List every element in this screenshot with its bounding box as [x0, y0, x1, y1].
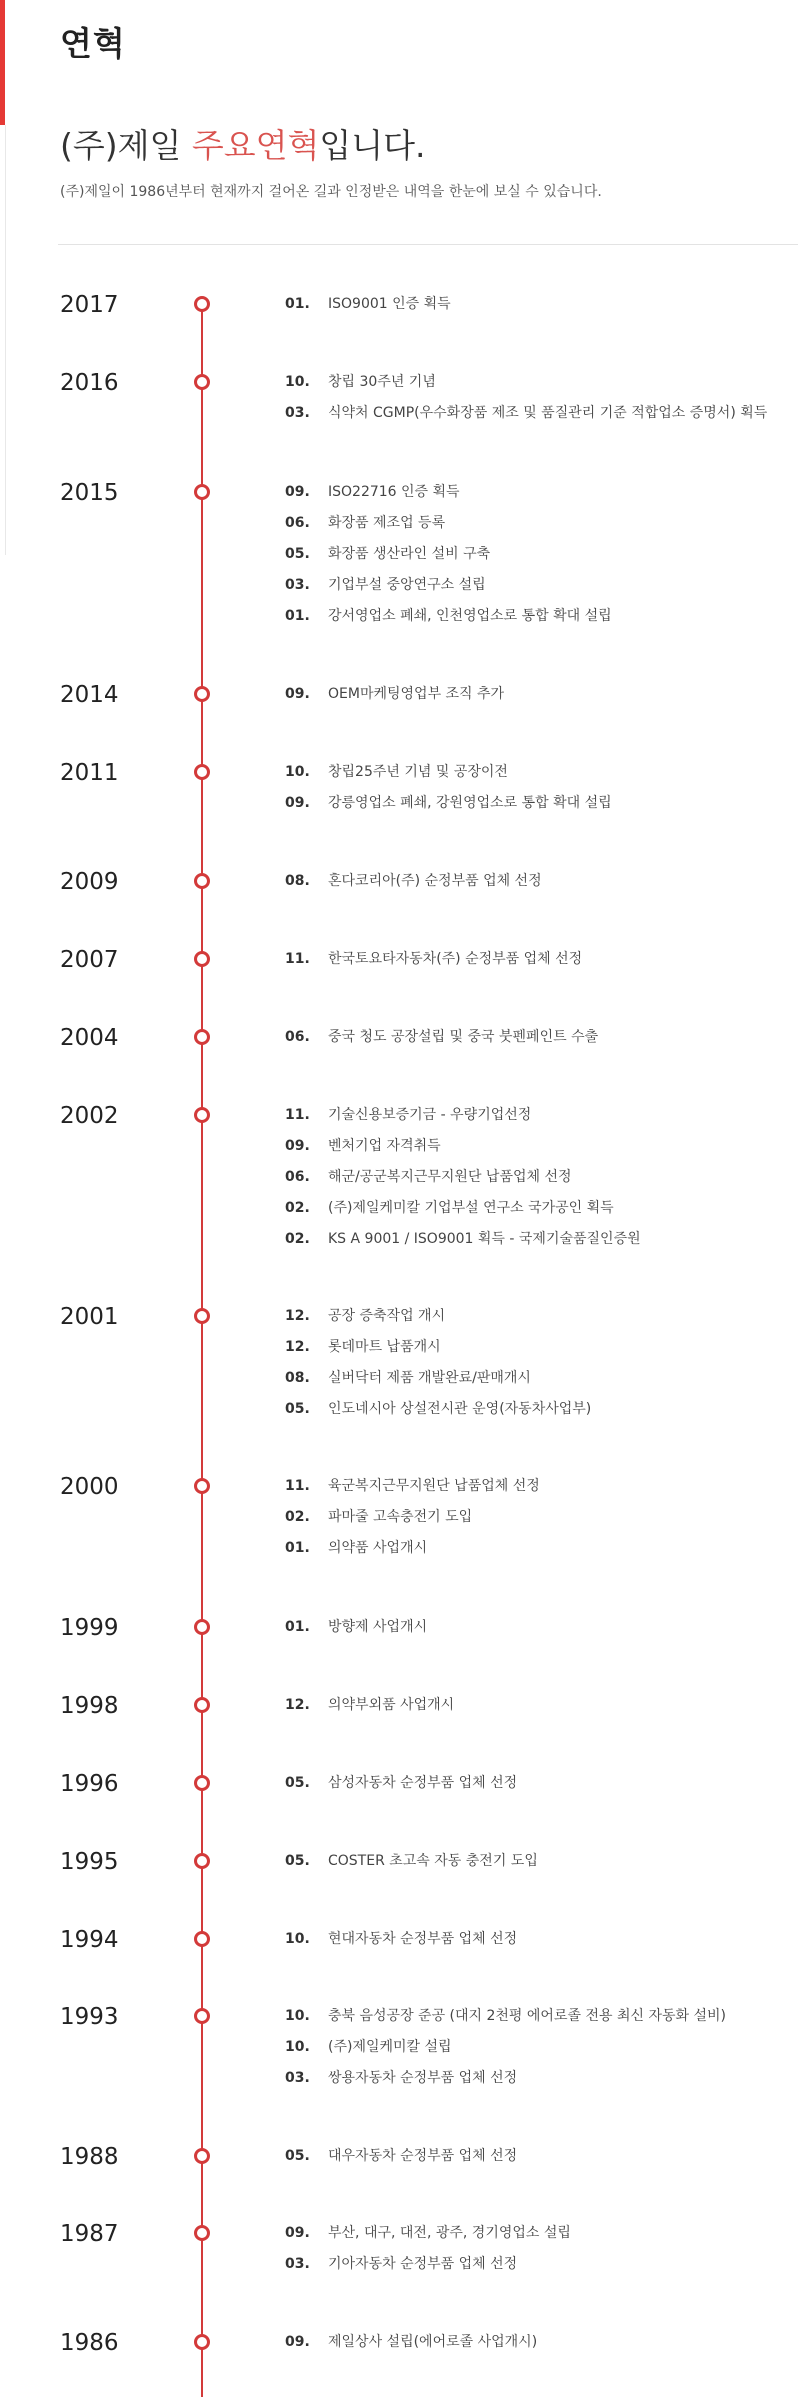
- event-text: KS A 9001 / ISO9001 획득 - 국제기술품질인증원: [328, 1231, 641, 1247]
- event-month: 10.: [285, 1931, 310, 1947]
- event-text: 기아자동차 순정부품 업체 선정: [328, 2256, 518, 2272]
- timeline-year: 2015: [60, 480, 119, 506]
- event-month: 10.: [285, 2008, 310, 2024]
- event-text: 부산, 대구, 대전, 광주, 경기영업소 설립: [328, 2225, 571, 2241]
- event-text: 화장품 생산라인 설비 구축: [328, 546, 491, 562]
- event-month: 02.: [285, 1200, 310, 1216]
- timeline-year: 2017: [60, 292, 119, 318]
- event-text: 대우자동차 순정부품 업체 선정: [328, 2148, 518, 2164]
- event-month: 06.: [285, 515, 310, 531]
- event-text: 혼다코리아(주) 순정부품 업체 선정: [328, 873, 542, 889]
- timeline-year: 1995: [60, 1849, 119, 1875]
- timeline-dot-icon: [194, 484, 210, 500]
- event-text: 화장품 제조업 등록: [328, 515, 446, 531]
- timeline-year: 2002: [60, 1103, 119, 1129]
- event-text: 삼성자동차 순정부품 업체 선정: [328, 1775, 518, 1791]
- event-month: 10.: [285, 374, 310, 390]
- timeline-dot-icon: [194, 764, 210, 780]
- timeline-dot-icon: [194, 873, 210, 889]
- event-list: [285, 2222, 571, 2284]
- event-item: [285, 1026, 598, 1057]
- timeline-dot-icon: [194, 1029, 210, 1045]
- timeline-year: 2011: [60, 760, 119, 786]
- timeline-dot-icon: [194, 2334, 210, 2350]
- event-item: [285, 2222, 571, 2253]
- event-list: [285, 481, 612, 636]
- event-month: 12.: [285, 1697, 310, 1713]
- timeline-year: 1994: [60, 1927, 119, 1953]
- event-text: 한국토요타자동차(주) 순정부품 업체 선정: [328, 951, 583, 967]
- timeline-year: 2000: [60, 1474, 119, 1500]
- timeline-year: 1986: [60, 2330, 119, 2356]
- event-month: 11.: [285, 951, 310, 967]
- event-list: [285, 1305, 591, 1429]
- event-item: [285, 761, 612, 792]
- event-item: [285, 1616, 427, 1647]
- page-title: 연혁: [60, 24, 126, 63]
- timeline-year: 1988: [60, 2144, 119, 2170]
- event-month: 08.: [285, 1370, 310, 1386]
- event-item: [285, 948, 582, 979]
- event-month: 01.: [285, 608, 310, 624]
- event-text: (주)제일케미칼 기업부설 연구소 국가공인 획득: [328, 1200, 614, 1216]
- event-list: [285, 1850, 538, 1881]
- event-text: 해군/공군복지근무지원단 납품업체 선정: [328, 1169, 572, 1185]
- event-item: [285, 1475, 540, 1506]
- event-text: 창립25주년 기념 및 공장이전: [328, 764, 508, 780]
- event-item: [285, 1228, 641, 1259]
- event-list: [285, 293, 451, 324]
- event-month: 05.: [285, 546, 310, 562]
- event-month: 02.: [285, 1231, 310, 1247]
- event-item: [285, 683, 504, 714]
- event-list: [285, 2331, 537, 2362]
- event-list: [285, 1694, 454, 1725]
- timeline-dot-icon: [194, 951, 210, 967]
- event-item: [285, 2067, 726, 2098]
- event-month: 10.: [285, 2039, 310, 2055]
- timeline-year: 2001: [60, 1304, 119, 1330]
- timeline-year: 1993: [60, 2004, 119, 2030]
- timeline-dot-icon: [194, 1775, 210, 1791]
- event-item: [285, 1694, 454, 1725]
- timeline-year: 2004: [60, 1025, 119, 1051]
- timeline-year: 1998: [60, 1693, 119, 1719]
- event-text: (주)제일케미칼 설립: [328, 2039, 452, 2055]
- event-month: 09.: [285, 2334, 310, 2350]
- event-text: 강서영업소 폐쇄, 인천영업소로 통합 확대 설립: [328, 608, 612, 624]
- event-list: [285, 1772, 517, 1803]
- event-item: [285, 792, 612, 823]
- event-text: 강릉영업소 폐쇄, 강원영업소로 통합 확대 설립: [328, 795, 612, 811]
- event-text: 실버닥터 제품 개발완료/판매개시: [328, 1370, 531, 1386]
- event-month: 05.: [285, 1775, 310, 1791]
- event-item: [285, 1197, 641, 1228]
- timeline-dot-icon: [194, 1619, 210, 1635]
- headline-prefix: (주)제일: [60, 126, 192, 165]
- event-list: [285, 870, 542, 901]
- event-item: [285, 1398, 591, 1429]
- event-month: 10.: [285, 764, 310, 780]
- event-text: 공장 증축작업 개시: [328, 1308, 446, 1324]
- event-text: 의약품 사업개시: [328, 1540, 428, 1556]
- event-item: [285, 481, 612, 512]
- event-text: 현대자동차 순정부품 업체 선정: [328, 1931, 518, 1947]
- event-text: 롯데마트 납품개시: [328, 1339, 441, 1355]
- event-text: 제일상사 설립(에어로졸 사업개시): [328, 2334, 538, 2350]
- event-month: 03.: [285, 405, 310, 421]
- event-item: [285, 870, 542, 901]
- event-month: 09.: [285, 1138, 310, 1154]
- event-month: 05.: [285, 1401, 310, 1417]
- timeline-dot-icon: [194, 2148, 210, 2164]
- event-item: [285, 1772, 517, 1803]
- timeline-dot-icon: [194, 1107, 210, 1123]
- event-text: 식약처 CGMP(우수화장품 제조 및 품질관리 기준 적합업소 증명서) 획득: [328, 405, 768, 421]
- event-month: 03.: [285, 577, 310, 593]
- event-item: [285, 605, 612, 636]
- event-text: 파마줄 고속충전기 도입: [328, 1509, 473, 1525]
- event-text: 충북 음성공장 준공 (대지 2천평 에어로졸 전용 최신 자동화 설비): [328, 2008, 726, 2024]
- event-list: [285, 1104, 641, 1259]
- event-text: 인도네시아 상설전시관 운영(자동차사업부): [328, 1401, 592, 1417]
- event-month: 02.: [285, 1509, 310, 1525]
- event-item: [285, 512, 612, 543]
- event-text: 벤처기업 자격취득: [328, 1138, 441, 1154]
- headline-suffix: 입니다.: [319, 126, 426, 165]
- event-text: 방향제 사업개시: [328, 1619, 428, 1635]
- event-list: [285, 1026, 598, 1057]
- event-list: [285, 2005, 726, 2098]
- event-item: [285, 2005, 726, 2036]
- event-item: [285, 402, 767, 433]
- event-month: 08.: [285, 873, 310, 889]
- event-item: [285, 1336, 591, 1367]
- timeline-dot-icon: [194, 1931, 210, 1947]
- event-item: [285, 1850, 538, 1881]
- event-item: [285, 1506, 540, 1537]
- event-month: 03.: [285, 2256, 310, 2272]
- event-list: [285, 948, 582, 979]
- timeline-dot-icon: [194, 1853, 210, 1869]
- event-text: ISO9001 인증 획득: [328, 296, 451, 312]
- event-text: 육군복지근무지원단 납품업체 선정: [328, 1478, 540, 1494]
- event-text: 중국 청도 공장설립 및 중국 붓펜페인트 수출: [328, 1029, 599, 1045]
- event-month: 01.: [285, 1619, 310, 1635]
- timeline-dot-icon: [194, 374, 210, 390]
- timeline-dot-icon: [194, 296, 210, 312]
- subtitle: (주)제일이 1986년부터 현재까지 걸어온 길과 인정받은 내역을 한눈에 보실 수 있습니다.: [60, 184, 602, 200]
- event-list: [285, 371, 767, 433]
- event-text: OEM마케팅영업부 조직 추가: [328, 686, 505, 702]
- event-item: [285, 2145, 517, 2176]
- event-month: 09.: [285, 484, 310, 500]
- event-month: 06.: [285, 1029, 310, 1045]
- event-month: 05.: [285, 1853, 310, 1869]
- event-item: [285, 543, 612, 574]
- event-item: [285, 1305, 591, 1336]
- event-month: 11.: [285, 1107, 310, 1123]
- event-item: [285, 574, 612, 605]
- timeline-dot-icon: [194, 1308, 210, 1324]
- event-list: [285, 1616, 427, 1647]
- timeline-dot-icon: [194, 2225, 210, 2241]
- event-list: [285, 1928, 517, 1959]
- event-text: ISO22716 인증 획득: [328, 484, 460, 500]
- timeline-dot-icon: [194, 686, 210, 702]
- timeline-dot-icon: [194, 1478, 210, 1494]
- event-month: 01.: [285, 1540, 310, 1556]
- timeline-year: 1999: [60, 1615, 119, 1641]
- event-list: [285, 683, 504, 714]
- event-item: [285, 2036, 726, 2067]
- event-item: [285, 371, 767, 402]
- event-text: COSTER 초고속 자동 충전기 도입: [328, 1853, 538, 1869]
- event-text: 의약부외품 사업개시: [328, 1697, 455, 1713]
- timeline-year: 2007: [60, 947, 119, 973]
- timeline-year: 1996: [60, 1771, 119, 1797]
- event-month: 06.: [285, 1169, 310, 1185]
- timeline-year: 2009: [60, 869, 119, 895]
- event-item: [285, 2331, 537, 2362]
- event-list: [285, 761, 612, 823]
- event-month: 12.: [285, 1339, 310, 1355]
- timeline-year: 2014: [60, 682, 119, 708]
- event-item: [285, 1166, 641, 1197]
- timeline-year: 1987: [60, 2221, 119, 2247]
- event-text: 쌍용자동차 순정부품 업체 선정: [328, 2070, 518, 2086]
- event-text: 기업부설 중앙연구소 설립: [328, 577, 486, 593]
- event-item: [285, 2253, 571, 2284]
- headline-highlight: 주요연혁: [191, 126, 320, 165]
- event-month: 09.: [285, 795, 310, 811]
- event-text: 창립 30주년 기념: [328, 374, 436, 390]
- event-item: [285, 1135, 641, 1166]
- event-month: 01.: [285, 296, 310, 312]
- event-list: [285, 2145, 517, 2176]
- event-list: [285, 1475, 540, 1568]
- event-text: 기술신용보증기금 - 우량기업선정: [328, 1107, 532, 1123]
- timeline-year: 2016: [60, 370, 119, 396]
- event-item: [285, 1367, 591, 1398]
- event-month: 03.: [285, 2070, 310, 2086]
- event-month: 09.: [285, 686, 310, 702]
- event-month: 05.: [285, 2148, 310, 2164]
- event-item: [285, 1928, 517, 1959]
- event-item: [285, 1104, 641, 1135]
- event-month: 11.: [285, 1478, 310, 1494]
- event-item: [285, 1537, 540, 1568]
- timeline-dot-icon: [194, 2008, 210, 2024]
- event-item: [285, 293, 451, 324]
- timeline-dot-icon: [194, 1697, 210, 1713]
- event-month: 09.: [285, 2225, 310, 2241]
- event-month: 12.: [285, 1308, 310, 1324]
